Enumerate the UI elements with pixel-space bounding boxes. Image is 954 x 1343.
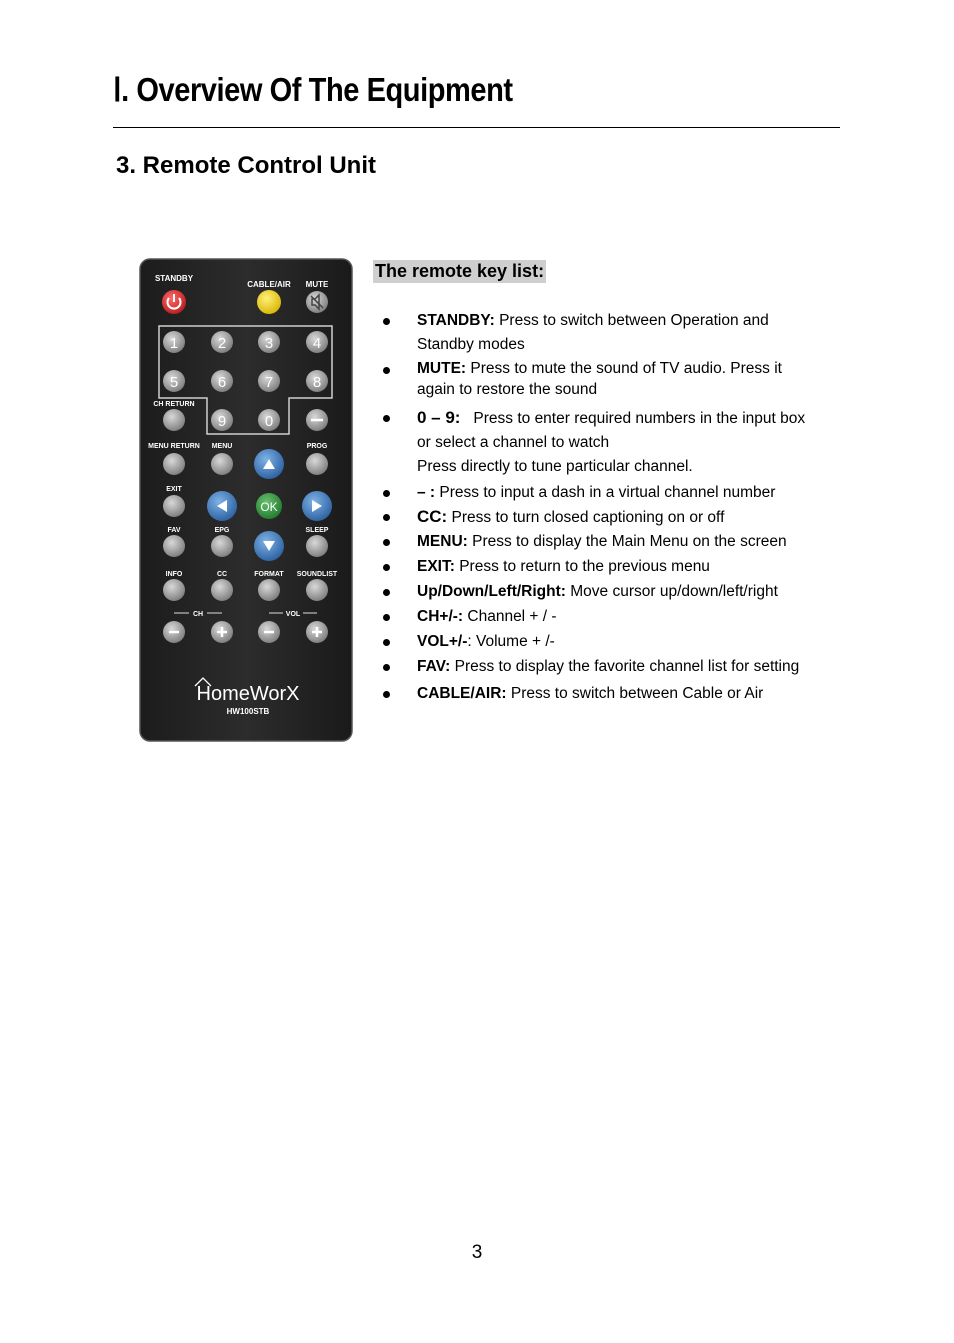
bullet-icon [383, 564, 390, 571]
key-description-cont: Standby modes [417, 336, 525, 353]
menu-label: MENU [211, 443, 233, 450]
list-item-text [417, 505, 847, 530]
cc-label: CC [216, 571, 228, 578]
sleep-button[interactable] [306, 535, 328, 557]
prog-label: PROG [306, 443, 328, 450]
key-description: Press to display the favorite channel list for setting [454, 658, 800, 675]
page-number: 3 [471, 1242, 483, 1263]
format-button[interactable] [258, 579, 280, 601]
list-item-text [417, 580, 847, 604]
key-description: Press to mute the sound of TV audio. Press it [470, 360, 782, 377]
digit-0-label: 0 [264, 413, 274, 430]
key-name: FAV: [417, 658, 451, 675]
sleep-label: SLEEP [305, 527, 329, 534]
remote-control-image [139, 258, 353, 742]
key-description-cont: or select a channel to watch [417, 434, 610, 451]
key-description: Press to switch between Cable or Air [510, 685, 764, 702]
bullet-icon [383, 691, 390, 698]
model-label: HW100STB [226, 707, 270, 716]
info-button[interactable] [163, 579, 185, 601]
key-name: Up/Down/Left/Right: [417, 583, 566, 600]
bullet-icon [383, 415, 390, 422]
key-name: CC: [417, 507, 448, 526]
list-item-text [417, 682, 847, 706]
format-label: FORMAT [254, 571, 284, 578]
digit-8-label: 8 [312, 374, 322, 391]
key-name: 0 – 9: [417, 408, 461, 427]
key-description: Press to input a dash in a virtual channel number [439, 484, 776, 501]
section-heading: 3. Remote Control Unit [116, 152, 377, 179]
bullet-icon [383, 664, 390, 671]
digit-3-label: 3 [264, 335, 274, 352]
list-item-text [417, 406, 847, 479]
key-name: VOL+/- [417, 633, 468, 650]
digit-7-label: 7 [264, 374, 274, 391]
digit-1-label: 1 [169, 335, 179, 352]
brand-logo: HomeWorX [196, 683, 300, 705]
standby-label: STANDBY [154, 274, 194, 283]
soundlist-label: SOUNDLIST [296, 571, 338, 578]
key-description-cont: Press directly to tune particular channel. [417, 458, 693, 475]
key-name: EXIT: [417, 558, 455, 575]
key-name: MENU: [417, 533, 468, 550]
key-description: Press to display the Main Menu on the screen [472, 533, 787, 550]
key-description: Press to enter required numbers in the input box [473, 410, 806, 427]
fav-label: FAV [167, 527, 181, 534]
list-item-text [417, 358, 847, 400]
digit-9-label: 9 [217, 413, 227, 430]
list-item-text [417, 655, 847, 679]
key-description: Channel + / - [467, 608, 557, 625]
bullet-icon [383, 367, 390, 374]
key-description: : Volume + /- [467, 633, 555, 650]
epg-button[interactable] [211, 535, 233, 557]
menu-return-label: MENU RETURN [148, 443, 200, 450]
key-name: – : [417, 484, 436, 501]
digit-4-label: 4 [312, 335, 322, 352]
bullet-icon [383, 318, 390, 325]
bullet-icon [383, 589, 390, 596]
info-label: INFO [165, 571, 183, 578]
list-item-text [417, 605, 847, 629]
key-description: Move cursor up/down/left/right [570, 583, 778, 600]
mute-label: MUTE [305, 280, 329, 289]
digit-6-label: 6 [217, 374, 227, 391]
list-item-text [417, 555, 847, 579]
bullet-icon [383, 539, 390, 546]
key-name: CABLE/AIR: [417, 685, 507, 702]
vol-label: VOL [285, 611, 301, 618]
key-name: MUTE: [417, 360, 467, 377]
key-description: Press to return to the previous menu [459, 558, 710, 575]
ch-return-button[interactable] [163, 409, 185, 431]
prog-button[interactable] [306, 453, 328, 475]
menu-button[interactable] [211, 453, 233, 475]
fav-button[interactable] [163, 535, 185, 557]
exit-label: EXIT [166, 486, 182, 493]
key-name: CH+/-: [417, 608, 464, 625]
key-description: Press to turn closed captioning on or off [451, 509, 725, 526]
bullet-icon [383, 639, 390, 646]
digit-2-label: 2 [217, 335, 227, 352]
key-description-cont: again to restore the sound [417, 381, 598, 398]
ch-label: CH [192, 611, 204, 618]
bullet-icon [383, 614, 390, 621]
key-description: Press to switch between Operation and [499, 312, 769, 329]
bullet-icon [383, 490, 390, 497]
exit-button[interactable] [163, 495, 185, 517]
list-item-text [417, 630, 847, 654]
digit-5-label: 5 [169, 374, 179, 391]
bullet-icon [383, 514, 390, 521]
soundlist-button[interactable] [306, 579, 328, 601]
key-list-heading: The remote key list: [375, 261, 545, 281]
ch-return-label: CH RETURN [153, 401, 195, 408]
title-divider [113, 127, 840, 128]
key-name: STANDBY: [417, 312, 495, 329]
menu-return-button[interactable] [163, 453, 185, 475]
cc-button[interactable] [211, 579, 233, 601]
page-title: Ⅰ. Overview Of The Equipment [113, 71, 513, 108]
ok-label: OK [260, 500, 278, 514]
list-item-text [417, 481, 847, 505]
list-item-text [417, 530, 847, 554]
epg-label: EPG [214, 527, 230, 534]
cable-air-button[interactable] [257, 290, 281, 314]
cable-air-label: CABLE/AIR [247, 280, 291, 289]
list-item-text [417, 309, 847, 357]
